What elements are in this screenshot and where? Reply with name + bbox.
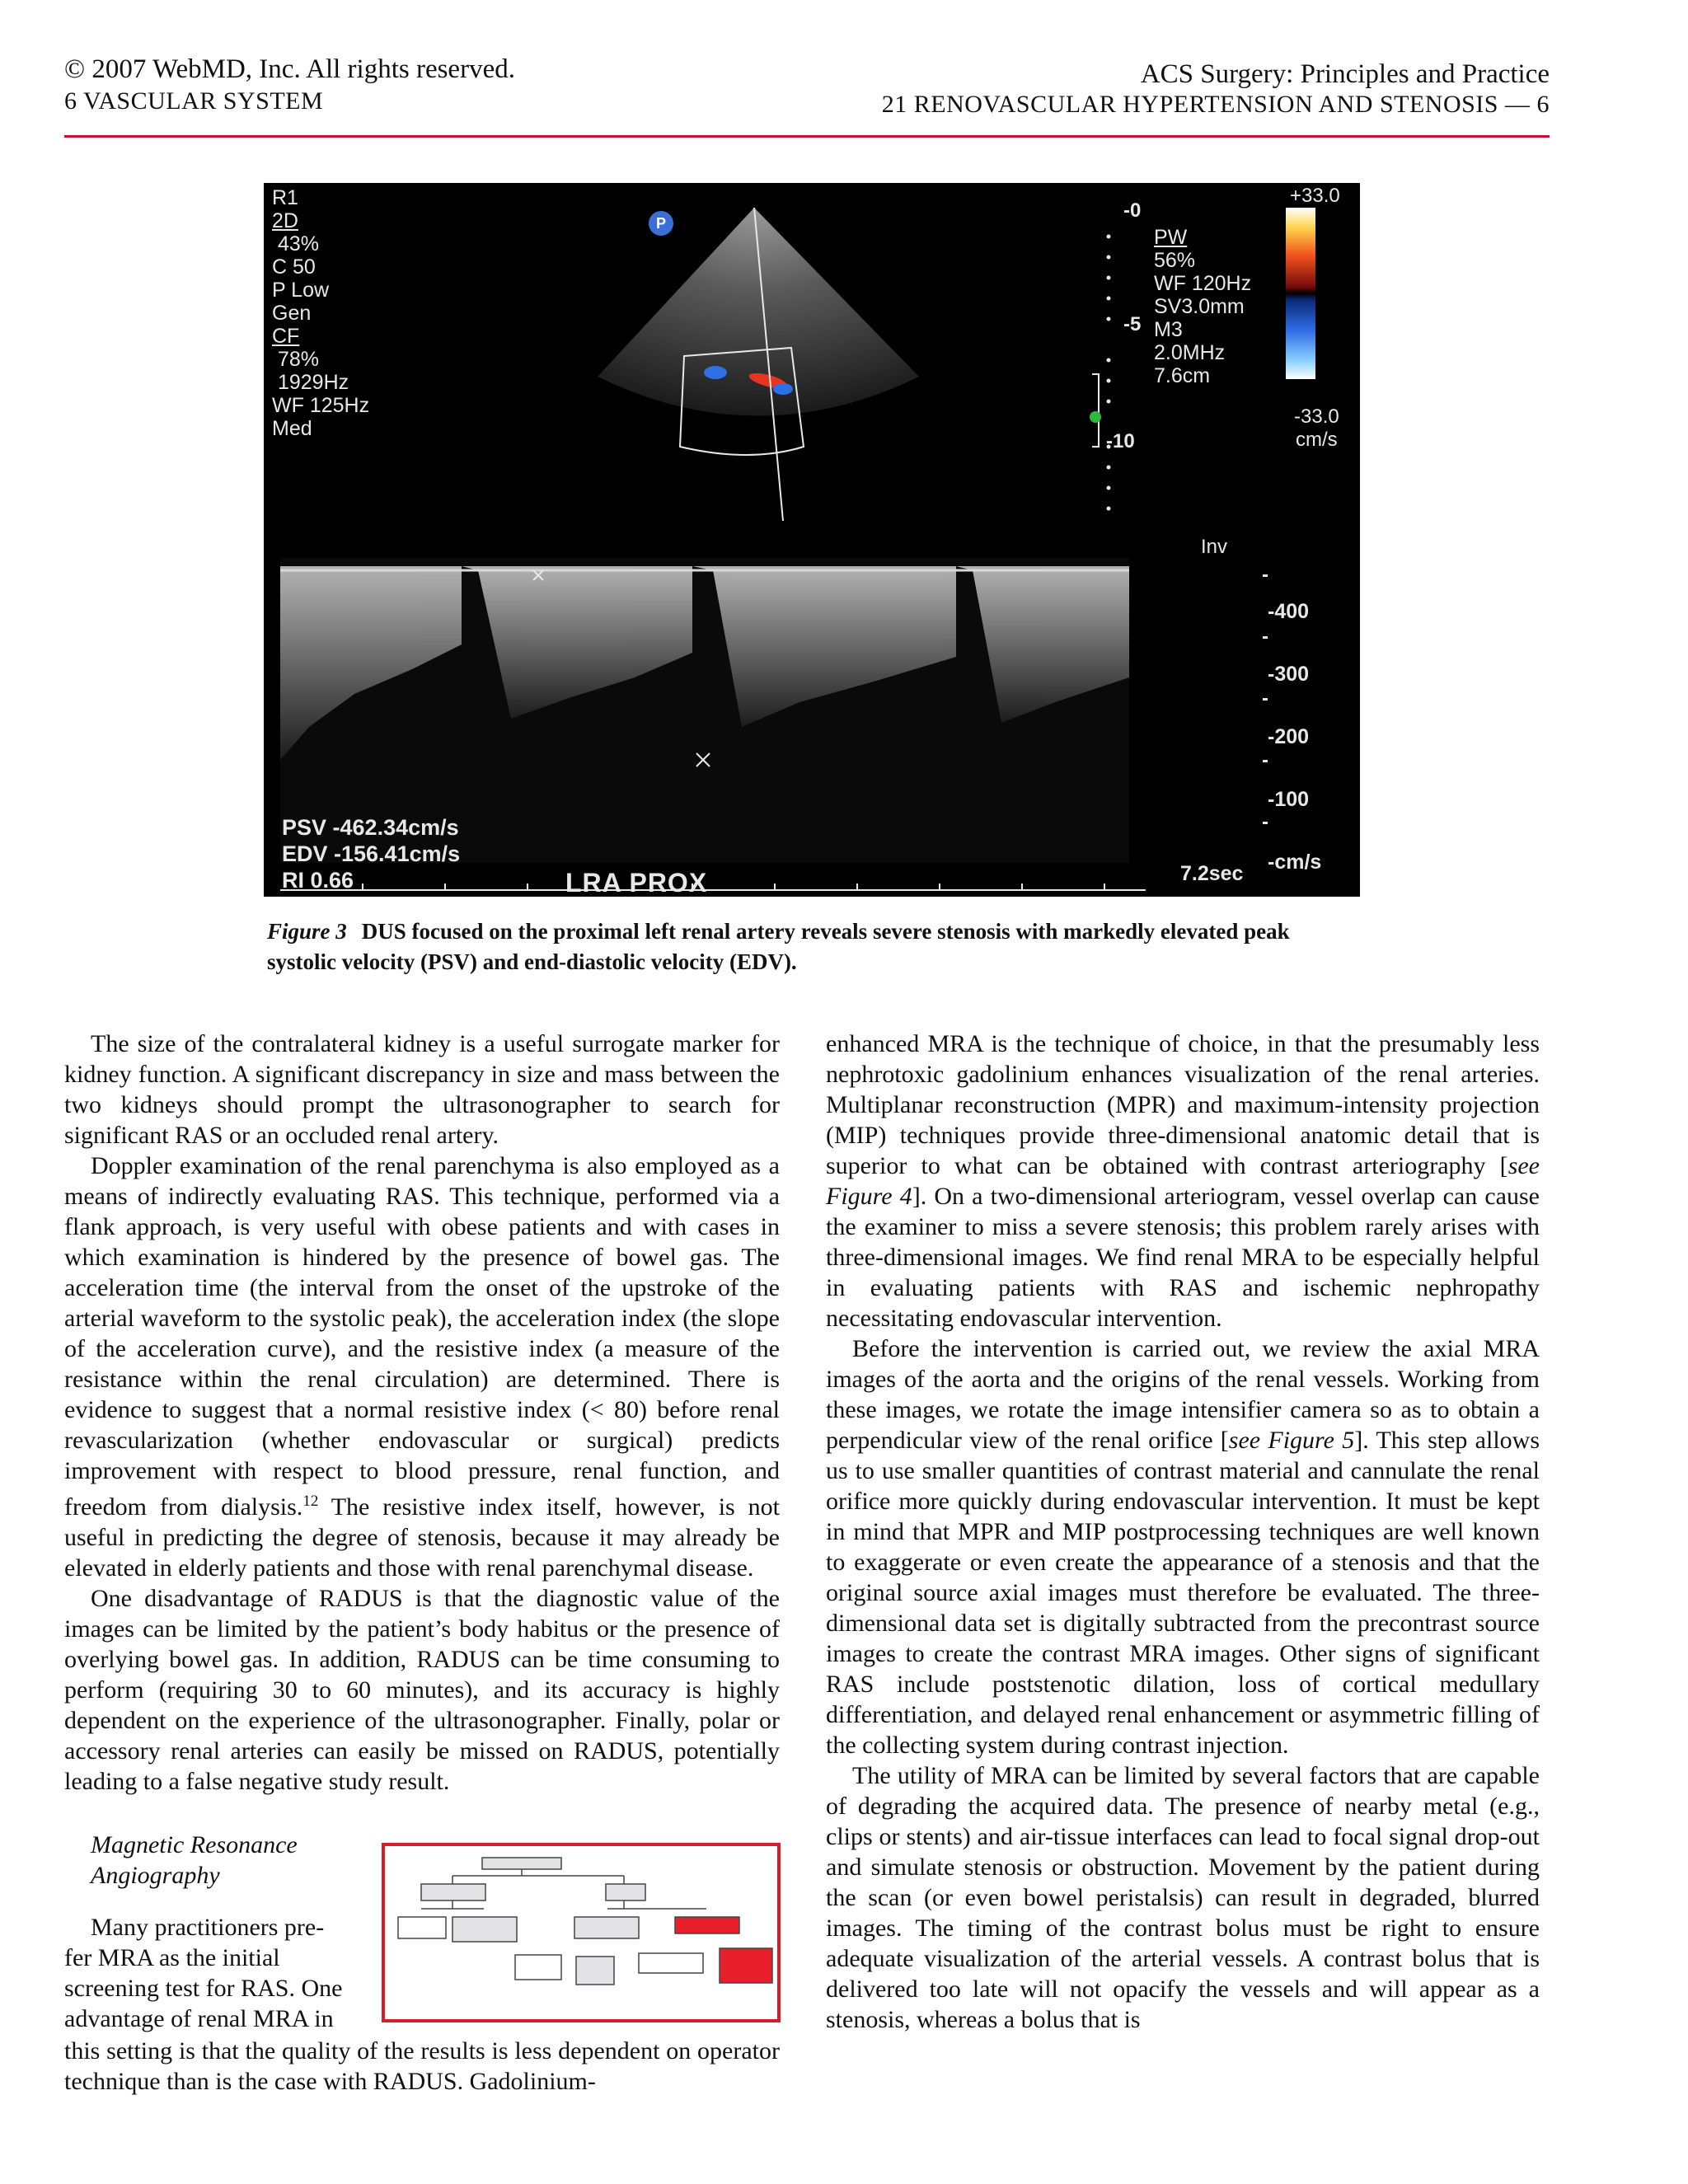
mode-pw: PW (1154, 226, 1188, 249)
right-column (826, 1029, 1540, 2035)
color-scale-bottom (1294, 405, 1339, 452)
paragraph-text: ]. This step allows us to use smaller quantities of contrast material and cannulate the renal orifice more quickly during endovascular intervention. It must be kept in mind that MPR and MIP postprocessing techniques are well known to exaggerate or even create the appearance of a stenosis and that the original source axial images must therefore be evaluated. The three-dimensional data set is digitally subtracted from the precontrast source images to create the contrast MRA images. Other signs of significant RAS include poststenotic dilation, loss of cortical medullary differentiation, and delayed renal enhancement or asymmetric filling of the collecting system during contrast injection. (826, 1427, 1540, 1759)
psv-value: PSV -462.34cm/s (282, 815, 459, 840)
paragraph-text: ]. On a two-dimensional arteriogram, vessel overlap can cause the examiner to miss a severe stenosis; this problem rarely arises with three-dimensional images. We find renal MRA to be especially helpful in evaluating patients with RAS and ischemic nephropathy necessitating endovascular intervention. (826, 1183, 1540, 1332)
chapter-line: 21 RENOVASCULAR HYPERTENSION AND STENOSIS — 6 (881, 91, 1550, 118)
pw-freq: 2.0MHz (1154, 341, 1226, 364)
pw-sv: SV3.0mm (1154, 295, 1245, 318)
ultrasound-image (264, 183, 1360, 897)
gate-marker (1090, 411, 1101, 423)
paragraph-text: enhanced MRA is the technique of choice, in that the presumably less nephrotoxic gadolinium enhances visualization of the renal arteries. Multiplanar reconstruction (MPR) and maximum-intensity projection (MIP) techniques provide three-dimensional anatomic detail that is superior to what can be obtained with contrast arteriography [ (826, 1030, 1540, 1179)
flow-blue (704, 366, 727, 379)
pw-m: M3 (1154, 318, 1183, 341)
pw-wf: WF 120Hz (1154, 272, 1252, 295)
figure-caption (267, 916, 1363, 977)
color-scale-unit: cm/s (1296, 429, 1338, 451)
paragraph (64, 1151, 780, 1583)
copyright-line: © 2007 WebMD, Inc. All rights reserved. (64, 54, 515, 84)
inv-label: Inv (1201, 536, 1228, 558)
figure-label: Figure 3 (267, 919, 347, 944)
algorithm-thumbnail[interactable] (382, 1843, 781, 2022)
setting-cf-gain: 78% (277, 348, 319, 371)
velocity-label-100: -100 (1268, 788, 1310, 811)
sweep-time: 7.2sec (1180, 862, 1244, 885)
probe-label: R1 (272, 186, 298, 209)
depth-dots (1107, 235, 1111, 511)
wrapped-paragraph (64, 1912, 363, 2034)
heading-line: Magnetic Resonance (91, 1831, 298, 1858)
header-rule (64, 135, 1550, 138)
depth-label-0: -0 (1123, 199, 1142, 222)
line: fer MRA as the initial (64, 1944, 280, 1971)
probe-orientation-badge: P (649, 211, 673, 236)
paragraph-text: Before the intervention is carried out, we review the axial MRA images of the aorta and the origins of the renal vessels. Working from these images, we rotate the image intensifier camera so as to obtain a perpendicular view of the renal orifice [ (826, 1335, 1540, 1454)
setting-prf: 1929Hz (277, 371, 349, 394)
figure-reference[interactable]: see Figure 5 (1228, 1427, 1355, 1454)
section-heading (91, 1830, 298, 1891)
edv-value: EDV -156.41cm/s (282, 841, 461, 866)
running-header (64, 54, 1550, 120)
color-bar (1286, 208, 1315, 379)
probe-settings (272, 186, 369, 440)
reference-marker: 12 (302, 1493, 319, 1510)
caption-text: DUS focused on the proximal left renal artery reveals severe stenosis with markedly elevated peak systolic velocity (PSV) and end-diastolic velocity (EDV). (267, 919, 1290, 974)
pw-depth: 7.6cm (1154, 364, 1211, 387)
mode-2d: 2D (272, 209, 298, 232)
velocity-label-400: -400 (1268, 600, 1310, 623)
depth-label-5: -5 (1123, 313, 1142, 335)
setting-c: C 50 (272, 255, 316, 279)
velocity-label-200: -200 (1268, 725, 1310, 748)
heading-line: Angiography (91, 1862, 220, 1889)
book-title: ACS Surgery: Principles and Practice (1140, 59, 1550, 89)
flowchart-thumbnail-graphic (385, 1846, 777, 2019)
paragraph (826, 1029, 1540, 1333)
line: screening test for RAS. One (64, 1975, 343, 2002)
velocity-label-300: -300 (1268, 663, 1310, 686)
paragraph-text: The resistive index itself, however, is not useful in predicting the degree of stenosis, because it may already be elevated in elderly patients and those with renal parenchymal disease. (64, 1493, 781, 1582)
bmode-sector (598, 208, 919, 416)
depth-label-10: -10 (1106, 430, 1135, 452)
figure-reference[interactable]: see Figure 4 (826, 1152, 1540, 1210)
measurements (282, 814, 460, 893)
color-scale-top: +33.0 (1290, 185, 1340, 207)
mode-cf: CF (272, 325, 300, 348)
time-ticks (363, 883, 1104, 890)
line: Many practitioners pre- (91, 1914, 325, 1941)
line: advantage of renal MRA in (64, 2005, 334, 2032)
paragraph: The size of the contralateral kidney is a useful surrogate marker for kidney function. A significant discrepancy in size and mass between the two kidneys should prompt the ultrasonographer to search for significant RAS or an occluded renal artery. (64, 1030, 780, 1149)
setting-gain: 43% (277, 232, 319, 255)
color-scale-min: -33.0 (1294, 405, 1339, 428)
site-label: LRA PROX (565, 868, 708, 897)
ri-value: RI 0.66 (282, 868, 354, 893)
pw-settings (1154, 226, 1251, 387)
flow-blue-2 (773, 383, 793, 395)
setting-med: Med (272, 417, 312, 440)
pw-gain: 56% (1154, 249, 1196, 272)
setting-wf: WF 125Hz (272, 394, 370, 417)
gate-bracket (1092, 374, 1099, 447)
section-line: 6 VASCULAR SYSTEM (64, 87, 324, 115)
paragraph-continuation: this setting is that the quality of the results is less dependent on operator technique than is the case with RADUS. Gadolinium- (64, 2037, 780, 2095)
paragraph-text: Doppler examination of the renal parenchyma is also employed as a means of indirectly evaluating RAS. This technique, performed via a flank approach, is very useful with obese patients and with cases in which examination is hindered by the presence of bowel gas. The acceleration time (the interval from the onset of the upstroke of the arterial waveform to the systolic peak), the acceleration index (the slope of the acceleration curve), and the resistive index (a measure of the resistance within the renal circulation) are determined. There is evidence to suggest that a normal resistive index (< 80) before renal revascularization (whether endovascular or surgical) predicts improvement with respect to blood pressure, renal function, and freedom from dialysis. (64, 1152, 780, 1521)
setting-gen: Gen (272, 302, 312, 325)
paragraph: The utility of MRA can be limited by several factors that are capable of degrading the acquired data. The presence of nearby metal (e.g., clips or stents) and air-tissue interfaces can lead to focal signal drop-out and simulate stenosis or obstruction. Movement by the patient during the scan (or even bowel peristalsis) can result in degraded, blurred images. The timing of the contrast bolus must be right to ensure adequate visualization of the arterial vessels. A contrast bolus that is delivered too late will not opacify the vessels and will appear as a stenosis, whereas a bolus that is (826, 1762, 1540, 2033)
paragraph: One disadvantage of RADUS is that the diagnostic value of the images can be limited by the patient’s body habitus or the presence of overlying bowel gas. In addition, RADUS can be time consuming to perform (requiring 30 to 60 minutes), and its accuracy is highly dependent on the experience of the ultrasonographer. Finally, polar or accessory renal arteries can easily be missed on RADUS, potentially leading to a false negative study result. (64, 1585, 780, 1795)
velocity-unit: -cm/s (1268, 851, 1322, 874)
paragraph (826, 1333, 1540, 1760)
setting-p: P Low (272, 279, 330, 302)
